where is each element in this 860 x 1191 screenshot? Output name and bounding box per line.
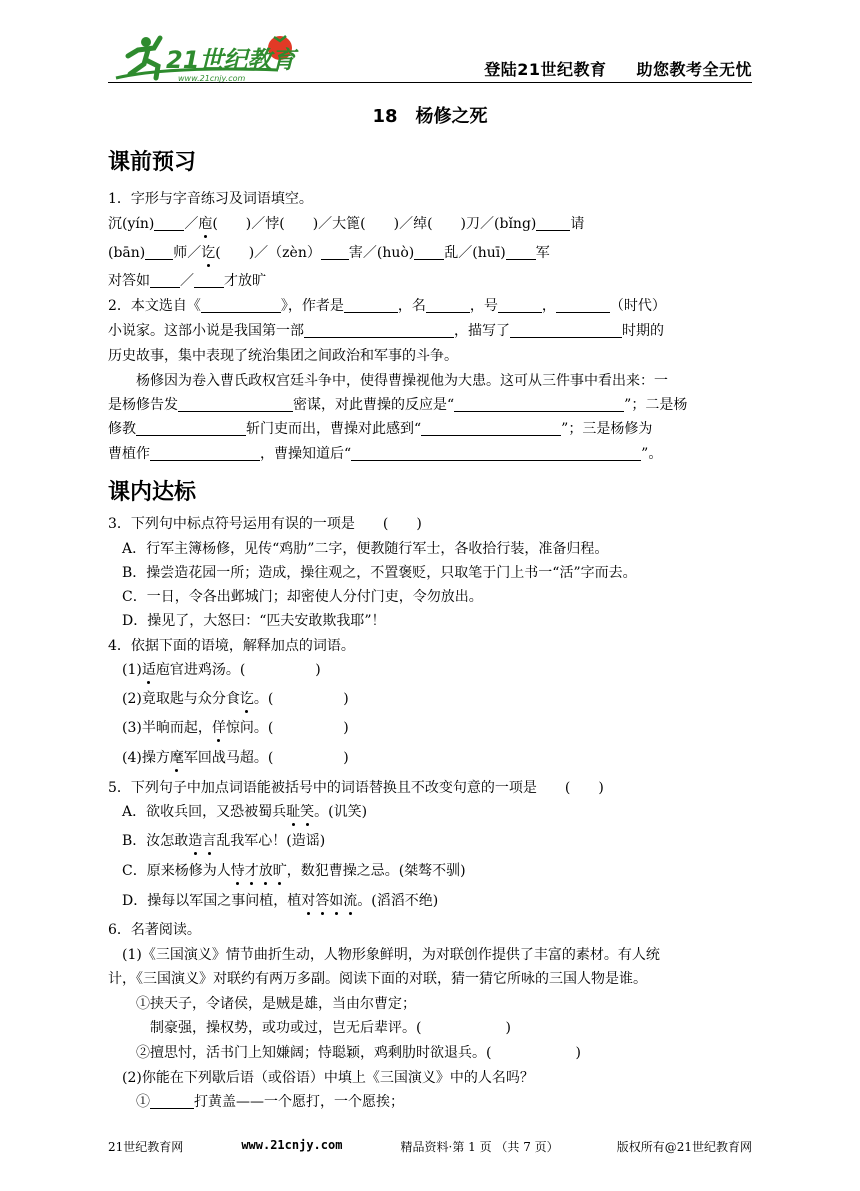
footer-right: 版权所有@21世纪教育网 bbox=[616, 1140, 752, 1154]
footer bbox=[108, 1138, 752, 1155]
q6-para-2: 计，《三国演义》对联约有两万多副。阅读下面的对联，猜一猜它所咏的三国人物是谁。 bbox=[108, 971, 647, 987]
q2-line-1: 2．本文选自《 》，作者是 ，名 ，号 ， （时代） bbox=[108, 298, 666, 314]
q6-para-1: (1)《三国演义》情节曲折生动，人物形象鲜明，为对联创作提供了丰富的素材。有人统 bbox=[108, 947, 660, 963]
q2-line-6: 修教 斩门吏而出，曹操对此感到“ ”；三是杨修为 bbox=[108, 421, 653, 437]
q6-couplet-1b: 制豪强，操权势，或功或过，岂无后辈评。( ) bbox=[108, 1020, 511, 1036]
q5-option-c: C．原来杨修为人恃才放旷，数犯曹操之忌。(桀骜不驯) bbox=[122, 863, 466, 879]
q2-line-4: 杨修因为卷入曹氏政权宫廷斗争中，使得曹操视他为大患。这可从三件事中看出来：一 bbox=[108, 373, 668, 389]
q1-stem: 1．字形与字音练习及词语填空。 bbox=[108, 191, 313, 207]
q5-option-a: A．欲收兵回，又恐被蜀兵耻笑。(讥笑) bbox=[122, 804, 368, 820]
q2-line-7: 曹植作 ，曹操知道后“ ”。 bbox=[108, 446, 663, 462]
q3-stem: 3．下列句中标点符号运用有误的一项是 ( ) bbox=[108, 516, 422, 532]
q2-line-3: 历史故事，集中表现了统治集团之间政治和军事的斗争。 bbox=[108, 348, 458, 364]
q6-item-1: ① 打黄盖——一个愿打，一个愿挨； bbox=[108, 1094, 404, 1110]
footer-page: 精品资料·第 1 页 （共 7 页） bbox=[400, 1140, 559, 1154]
q6-couplet-2: ②擅思忖，活书门上知嫌阔；恃聪颖，鸡剩肋时欲退兵。( ) bbox=[108, 1045, 581, 1061]
header-slogan bbox=[484, 57, 752, 80]
q3-option-c: C．一日，令各出邺城门；却密使人分付门吏，令勿放出。 bbox=[122, 589, 483, 605]
footer-site: www.21cnjy.com bbox=[241, 1138, 343, 1152]
header-rule bbox=[108, 82, 752, 83]
footer-left: 21世纪教育网 bbox=[108, 1140, 184, 1154]
q3-option-b: B．操尝造花园一所；造成，操往观之，不置褒贬，只取笔于门上书一“活”字而去。 bbox=[122, 565, 637, 581]
page-title: 18 杨修之死 bbox=[372, 106, 488, 127]
q6-stem: 6．名著阅读。 bbox=[108, 922, 201, 938]
q5-option-d: D．操每以军国之事问植，植对答如流。(滔滔不绝) bbox=[122, 893, 439, 909]
q1-line-3: 对答如 ／ 才放旷 bbox=[108, 273, 266, 289]
q4-item-1: (1)适庖官进鸡汤。( ) bbox=[122, 662, 321, 678]
q4-stem: 4．依据下面的语境，解释加点的词语。 bbox=[108, 638, 355, 654]
q1-line-2: (bān) 师／讫( )／（zèn） 害／(huò) 乱／(huī) 军 bbox=[108, 245, 550, 261]
q4-item-2: (2)竟取匙与众分食讫。( ) bbox=[122, 691, 349, 707]
slogan-right: 助您教考全无忧 bbox=[636, 60, 752, 79]
q2-line-2: 小说家。这部小说是我国第一部 ，描写了 时期的 bbox=[108, 323, 664, 339]
q6-para-3: (2)你能在下列歇后语（或俗语）中填上《三国演义》中的人名吗？ bbox=[108, 1070, 534, 1086]
slogan-left: 登陆21世纪教育 bbox=[484, 60, 607, 79]
logo-text: 21世纪教育 bbox=[166, 46, 296, 74]
q5-option-b: B．汝怎敢造言乱我军心！(造谣) bbox=[122, 833, 326, 849]
q1-line-1: 沉(yín) ／庖( )／悖( )／大篦( )／绰( )刀／(bǐng) 请 bbox=[108, 216, 585, 232]
q3-option-a: A．行军主簿杨修，见传“鸡肋”二字，便教随行军士，各收拾行装，准备归程。 bbox=[122, 541, 609, 557]
logo-url: www.21cnjy.com bbox=[178, 74, 246, 83]
q2-line-5: 是杨修告发 密谋，对此曹操的反应是“ ”；二是杨 bbox=[108, 397, 688, 413]
q6-couplet-1a: ①挟天子，令诸侯，是贼是雄，当由尔曹定； bbox=[108, 996, 416, 1012]
q3-option-d: D．操见了，大怒曰：“匹夫安敢欺我耶”！ bbox=[122, 613, 386, 629]
q4-item-3: (3)半晌而起，佯惊问。( ) bbox=[122, 720, 349, 736]
section-in-class: 课内达标 bbox=[108, 480, 197, 505]
logo bbox=[108, 30, 308, 84]
q5-stem: 5．下列句子中加点词语能被括号中的词语替换且不改变句意的一项是 ( ) bbox=[108, 780, 604, 796]
q4-item-4: (4)操方麾军回战马超。( ) bbox=[122, 750, 349, 766]
section-preview: 课前预习 bbox=[108, 150, 197, 175]
